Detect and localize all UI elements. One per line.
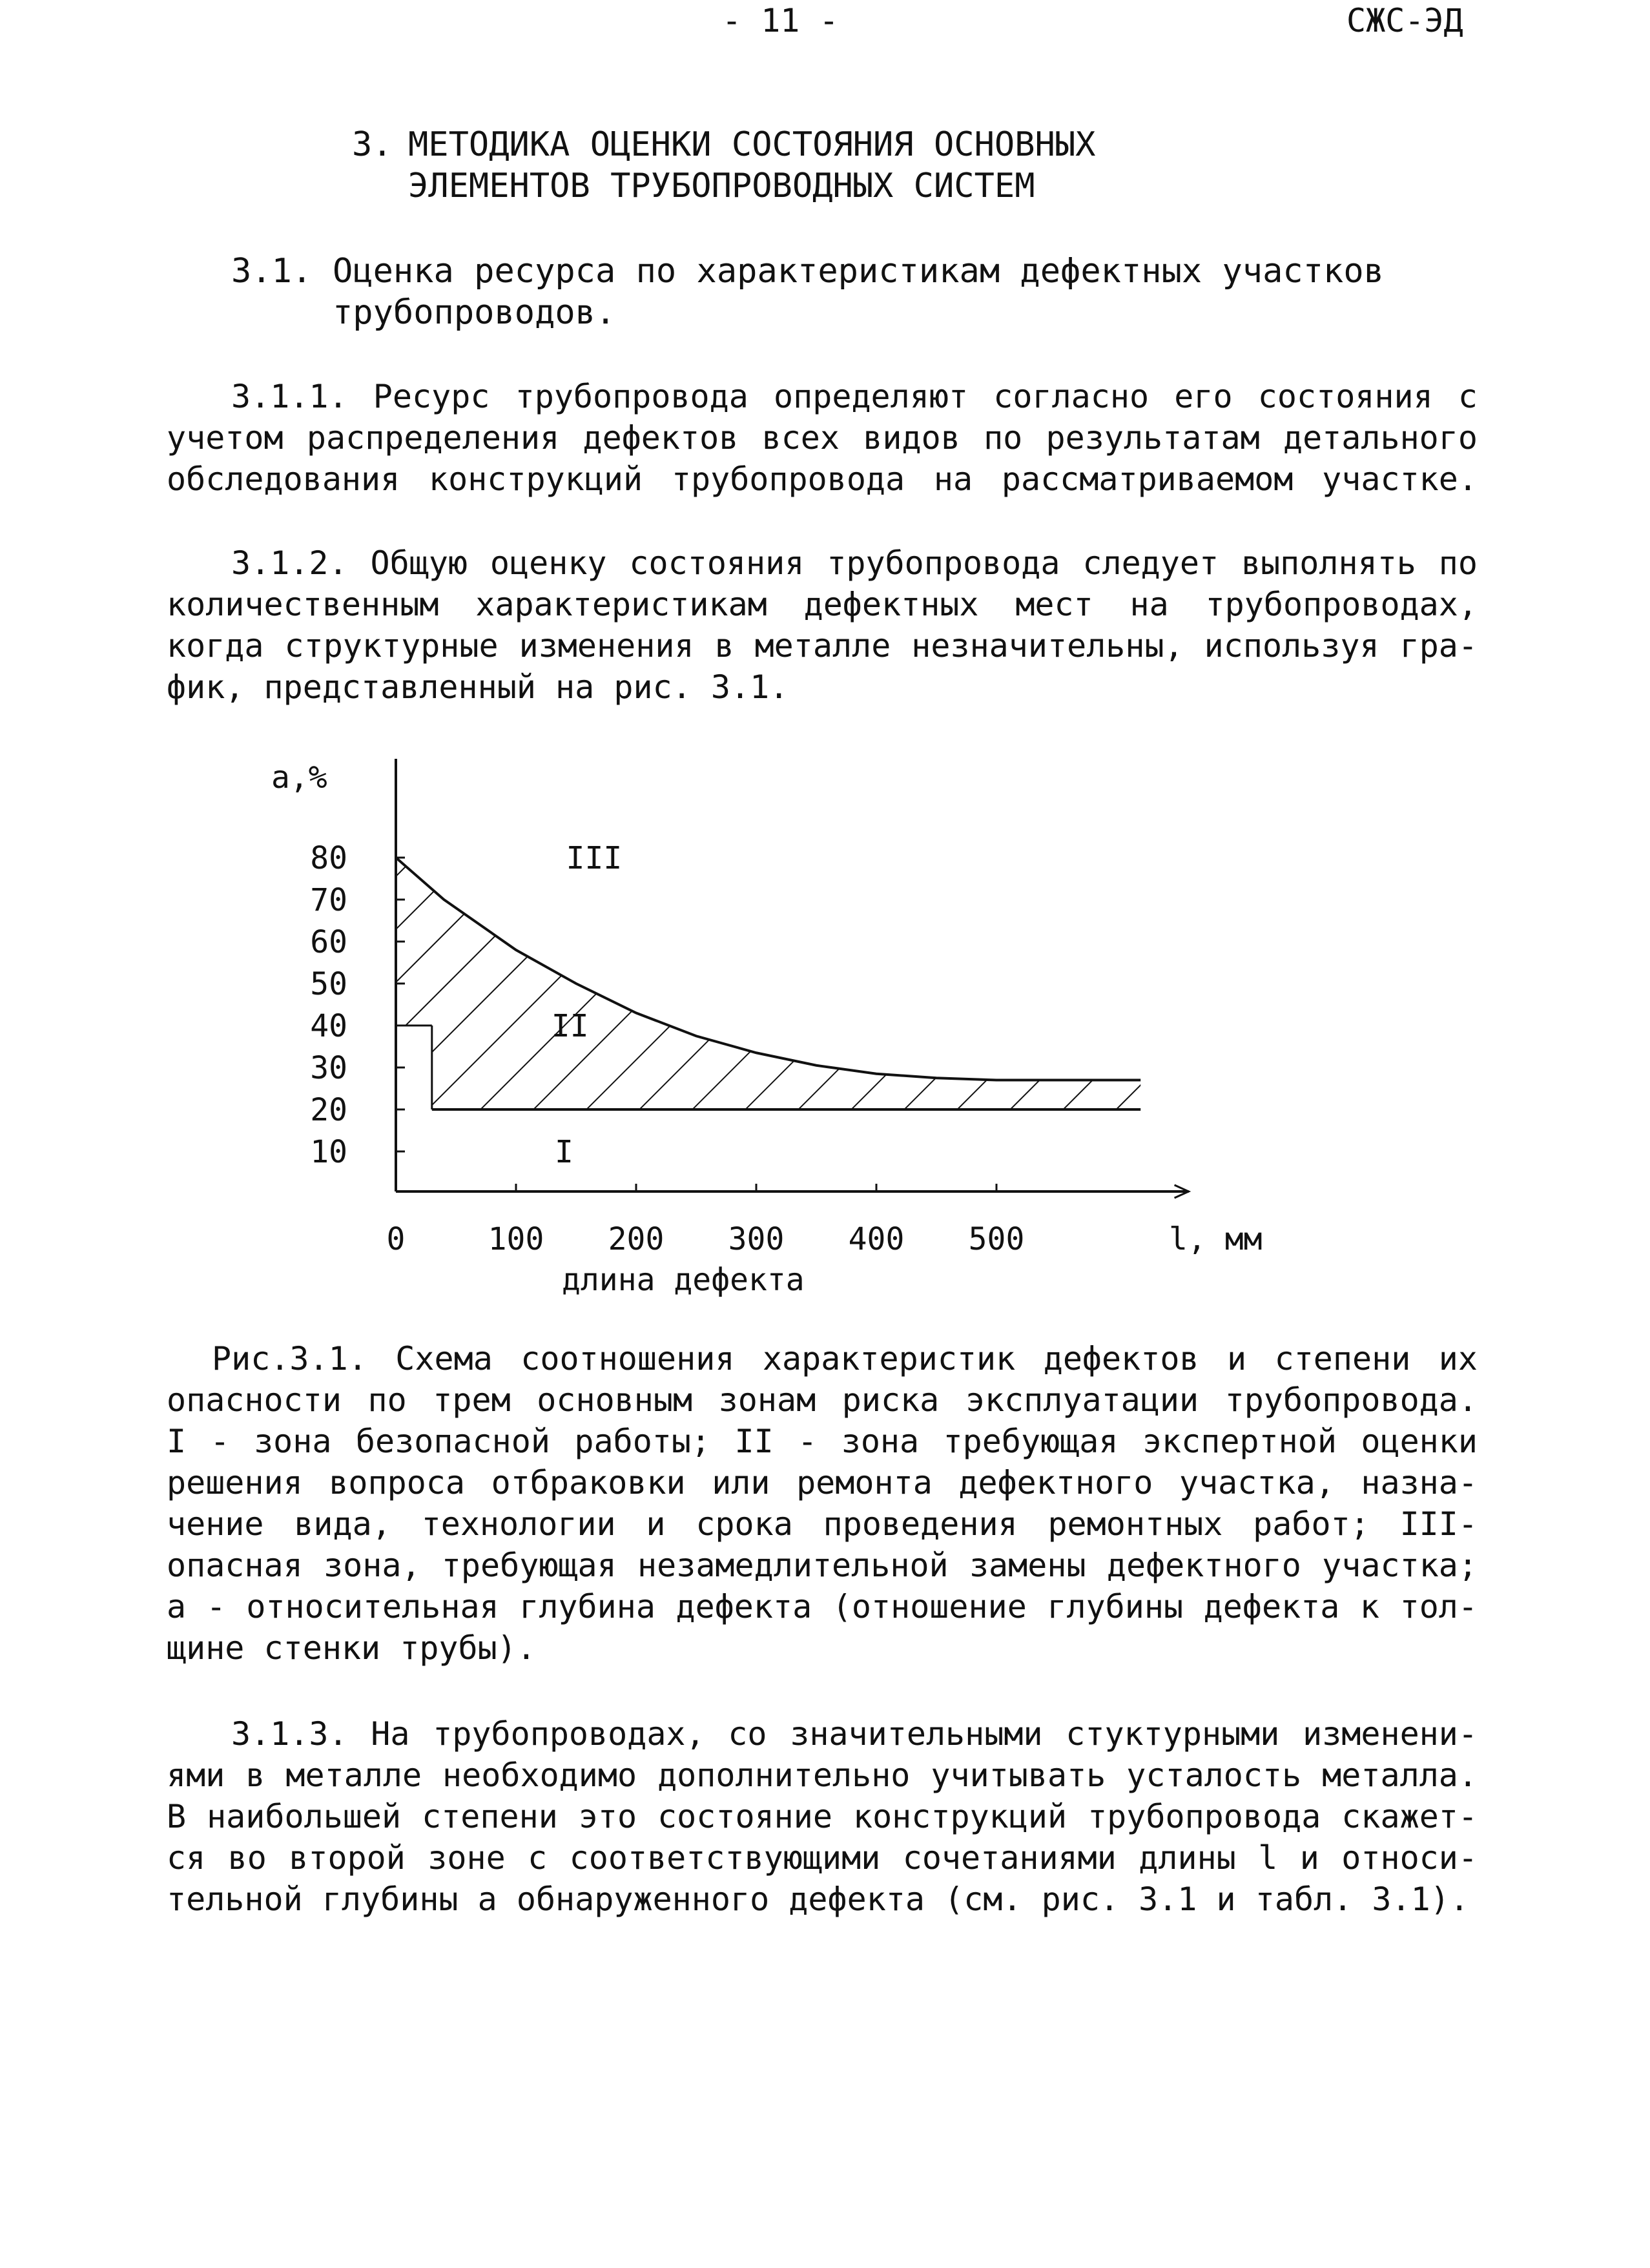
y-tick-label: 70 xyxy=(310,882,347,918)
text-line: В наибольшей степени это состояние конструкций трубопровода скажет- xyxy=(167,1798,1478,1835)
document-code: СЖС-ЭД xyxy=(1346,2,1463,39)
y-tick-label: 30 xyxy=(310,1050,347,1086)
text-line: когда структурные изменения в металле незначительны, используя гра- xyxy=(167,627,1478,665)
section-number: 3. xyxy=(352,125,393,164)
text-line: а - относительная глубина дефекта (отношение глубины дефекта к тол- xyxy=(167,1588,1478,1625)
page-number: - 11 - xyxy=(722,2,839,39)
text-line: тельной глубины а обнаруженного дефекта (см. рис. 3.1 и табл. 3.1). xyxy=(167,1881,1469,1918)
y-tick-label: 80 xyxy=(310,840,347,876)
text-line: I - зона безопасной работы; II - зона требующая экспертной оценки xyxy=(167,1423,1478,1460)
text-line: опасности по трем основным зонам риска эксплуатации трубопровода. xyxy=(167,1381,1478,1419)
y-tick-label: 20 xyxy=(310,1092,347,1128)
subsection-number: 3.1. xyxy=(231,252,313,291)
figure-caption xyxy=(167,1338,1478,1669)
subsection-title-line-1: Оценка ресурса по характеристикам дефектных участков xyxy=(333,252,1384,291)
text-line: ся во второй зоне с соответствующими сочетаниями длины l и относи- xyxy=(167,1839,1478,1877)
y-tick-label: 50 xyxy=(310,966,347,1002)
x-tick-label: 0 xyxy=(386,1221,406,1257)
y-tick-label: 10 xyxy=(310,1134,347,1170)
text-line: ями в металле необходимо дополнительно учитывать усталость металла. xyxy=(167,1757,1478,1794)
paragraph-3-1-3 xyxy=(167,1713,1478,1920)
section-title-line-1: МЕТОДИКА ОЦЕНКИ СОСТОЯНИЯ ОСНОВНЫХ xyxy=(408,125,1096,164)
text-line: решения вопроса отбраковки или ремонта дефектного участка, назна- xyxy=(167,1464,1478,1501)
text-line: опасная зона, требующая незамедлительной замены дефектного участка; xyxy=(167,1547,1478,1584)
text-line: 3.1.2. Общую оценку состояния трубопровода следует выполнять по xyxy=(231,544,1478,582)
text-line: обследования конструкций трубопровода на рассматриваемом участке. xyxy=(167,460,1478,498)
zone-2-hatched-area xyxy=(396,858,1140,1109)
y-tick-label: 40 xyxy=(310,1008,347,1044)
x-tick-label: 300 xyxy=(728,1221,785,1257)
subsection-title-line-2: трубопроводов. xyxy=(333,293,616,332)
x-tick-label: 200 xyxy=(608,1221,665,1257)
x-tick-label: 400 xyxy=(848,1221,905,1257)
text-line: фик, представленный на рис. 3.1. xyxy=(167,668,789,706)
text-line: чение вида, технологии и срока проведения ремонтных работ; III- xyxy=(167,1505,1478,1543)
text-line: количественным характеристикам дефектных мест на трубопроводах, xyxy=(167,586,1478,623)
x-tick-label: 500 xyxy=(968,1221,1025,1257)
x-axis-title: длина дефекта xyxy=(562,1262,805,1298)
x-tick-label: 100 xyxy=(488,1221,544,1257)
text-line: учетом распределения дефектов всех видов по результатам детального xyxy=(167,419,1478,457)
text-line: Рис.3.1. Схема соотношения характеристик дефектов и степени их xyxy=(212,1340,1478,1377)
y-axis-label: а,% xyxy=(271,759,327,796)
text-line: 3.1.3. На трубопроводах, со значительными стуктурными изменени- xyxy=(231,1715,1478,1753)
text-line: щине стенки трубы). xyxy=(167,1629,536,1667)
text-line: 3.1.1. Ресурс трубопровода определяют согласно его состояния с xyxy=(231,378,1478,415)
zone-label: III xyxy=(566,840,623,876)
zone-label: II xyxy=(551,1008,589,1044)
zone-label: I xyxy=(554,1134,573,1170)
y-tick-label: 60 xyxy=(310,924,347,960)
x-axis-unit-label: l, мм xyxy=(1169,1221,1263,1257)
section-title-line-2: ЭЛЕМЕНТОВ ТРУБОПРОВОДНЫХ СИСТЕМ xyxy=(408,167,1035,205)
